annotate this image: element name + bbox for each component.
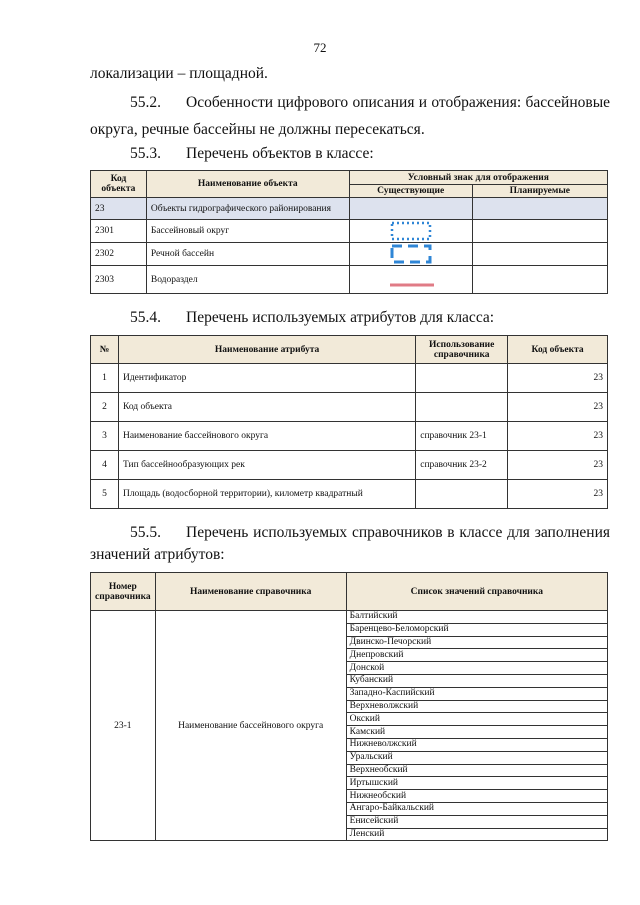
ref-value: Балтийский (346, 611, 607, 624)
object-code: 23 (91, 198, 147, 220)
page-number: 72 (313, 40, 327, 55)
attr-name: Площадь (водосборной территории), километр квадратный (118, 480, 415, 509)
header-ref-number: Номер справочника (91, 573, 156, 611)
table-row (91, 393, 608, 422)
symbol-planned (472, 198, 607, 220)
header-ref-usage: Использование справочника (416, 336, 508, 364)
section-55-3-heading (90, 145, 610, 165)
section-text: Особенности цифрового описания и отображения: бассейновые (186, 94, 610, 111)
table-row (91, 611, 608, 624)
attr-name: Код объекта (118, 393, 415, 422)
references-table (90, 572, 608, 841)
section-number: 55.3. (130, 145, 161, 162)
table-row (91, 266, 608, 294)
ref-value: Камский (346, 726, 607, 739)
object-name: Речной бассейн (146, 243, 349, 266)
object-name: Бассейновый округ (146, 220, 349, 243)
object-code: 2301 (91, 220, 147, 243)
object-code: 2303 (91, 266, 147, 294)
attr-no: 1 (91, 364, 119, 393)
header-existing: Существующие (349, 185, 472, 198)
intro-line: локализации – площадной. (90, 65, 268, 82)
symbol-existing (349, 243, 472, 266)
attr-name: Наименование бассейнового округа (118, 422, 415, 451)
section-55-4-heading (90, 309, 610, 329)
header-no: № (91, 336, 119, 364)
symbol-existing (349, 198, 472, 220)
header-ref-values: Список значений справочника (346, 573, 607, 611)
object-code: 2302 (91, 243, 147, 266)
ref-value: Днепровский (346, 649, 607, 662)
header-planned: Планируемые (472, 185, 607, 198)
table-row (91, 422, 608, 451)
section-number: 55.2. (130, 94, 161, 111)
attr-no: 3 (91, 422, 119, 451)
section-55-2-heading (90, 94, 610, 114)
ref-value: Уральский (346, 751, 607, 764)
section-text: Перечень используемых справочников в классе для заполнения (186, 524, 610, 541)
ref-value: Нижнеобский (346, 790, 607, 803)
attr-no: 5 (91, 480, 119, 509)
ref-value: Иртышский (346, 777, 607, 790)
section-number: 55.4. (130, 309, 161, 326)
table-row (91, 220, 608, 243)
header-object-code: Код объекта (508, 336, 608, 364)
attr-ref (416, 393, 508, 422)
table-row (91, 480, 608, 509)
basin-district-symbol (350, 220, 472, 242)
section-number: 55.5. (130, 524, 161, 541)
attr-name: Тип бассейнообразующих рек (118, 451, 415, 480)
header-code: Код объекта (91, 171, 147, 198)
attr-no: 2 (91, 393, 119, 422)
ref-value: Верхнеобский (346, 764, 607, 777)
attr-ref (416, 364, 508, 393)
ref-value: Донской (346, 662, 607, 675)
header-symbol: Условный знак для отображения (349, 171, 607, 185)
object-name: Водораздел (146, 266, 349, 294)
objects-table (90, 170, 608, 294)
attr-code: 23 (508, 393, 608, 422)
table-row (91, 364, 608, 393)
table-row (91, 243, 608, 266)
section-text: Перечень используемых атрибутов для класса: (186, 309, 495, 326)
attr-name: Идентификатор (118, 364, 415, 393)
ref-value: Верхневолжский (346, 700, 607, 713)
section-55-5-continuation: значений атрибутов: (90, 546, 225, 563)
ref-value: Ленский (346, 828, 607, 841)
attr-code: 23 (508, 422, 608, 451)
attr-ref: справочник 23-1 (416, 422, 508, 451)
watershed-line-symbol (350, 267, 472, 293)
table-row (91, 198, 608, 220)
header-attr-name: Наименование атрибута (118, 336, 415, 364)
ref-value: Западно-Каспийский (346, 687, 607, 700)
ref-name: Наименование бассейнового округа (155, 611, 346, 841)
header-ref-name: Наименование справочника (155, 573, 346, 611)
attr-code: 23 (508, 451, 608, 480)
symbol-existing (349, 220, 472, 243)
symbol-planned (472, 243, 607, 266)
ref-value: Енисейский (346, 815, 607, 828)
ref-value: Кубанский (346, 674, 607, 687)
attr-no: 4 (91, 451, 119, 480)
symbol-existing (349, 266, 472, 294)
table-row (91, 451, 608, 480)
ref-value: Двинско-Печорский (346, 636, 607, 649)
attributes-table (90, 335, 608, 509)
ref-value: Ангаро-Байкальский (346, 802, 607, 815)
ref-number: 23-1 (91, 611, 156, 841)
section-text: Перечень объектов в классе: (186, 145, 374, 162)
attr-code: 23 (508, 364, 608, 393)
ref-value: Баренцево-Беломорский (346, 623, 607, 636)
symbol-planned (472, 220, 607, 243)
section-55-2-continuation: округа, речные бассейны не должны пересекаться. (90, 121, 425, 138)
section-55-5-heading (90, 524, 610, 544)
symbol-planned (472, 266, 607, 294)
ref-value: Нижневолжский (346, 738, 607, 751)
attr-ref: справочник 23-2 (416, 451, 508, 480)
attr-code: 23 (508, 480, 608, 509)
ref-value: Окский (346, 713, 607, 726)
attr-ref (416, 480, 508, 509)
object-name: Объекты гидрографического районирования (146, 198, 349, 220)
header-name: Наименование объекта (146, 171, 349, 198)
river-basin-symbol (350, 243, 472, 265)
